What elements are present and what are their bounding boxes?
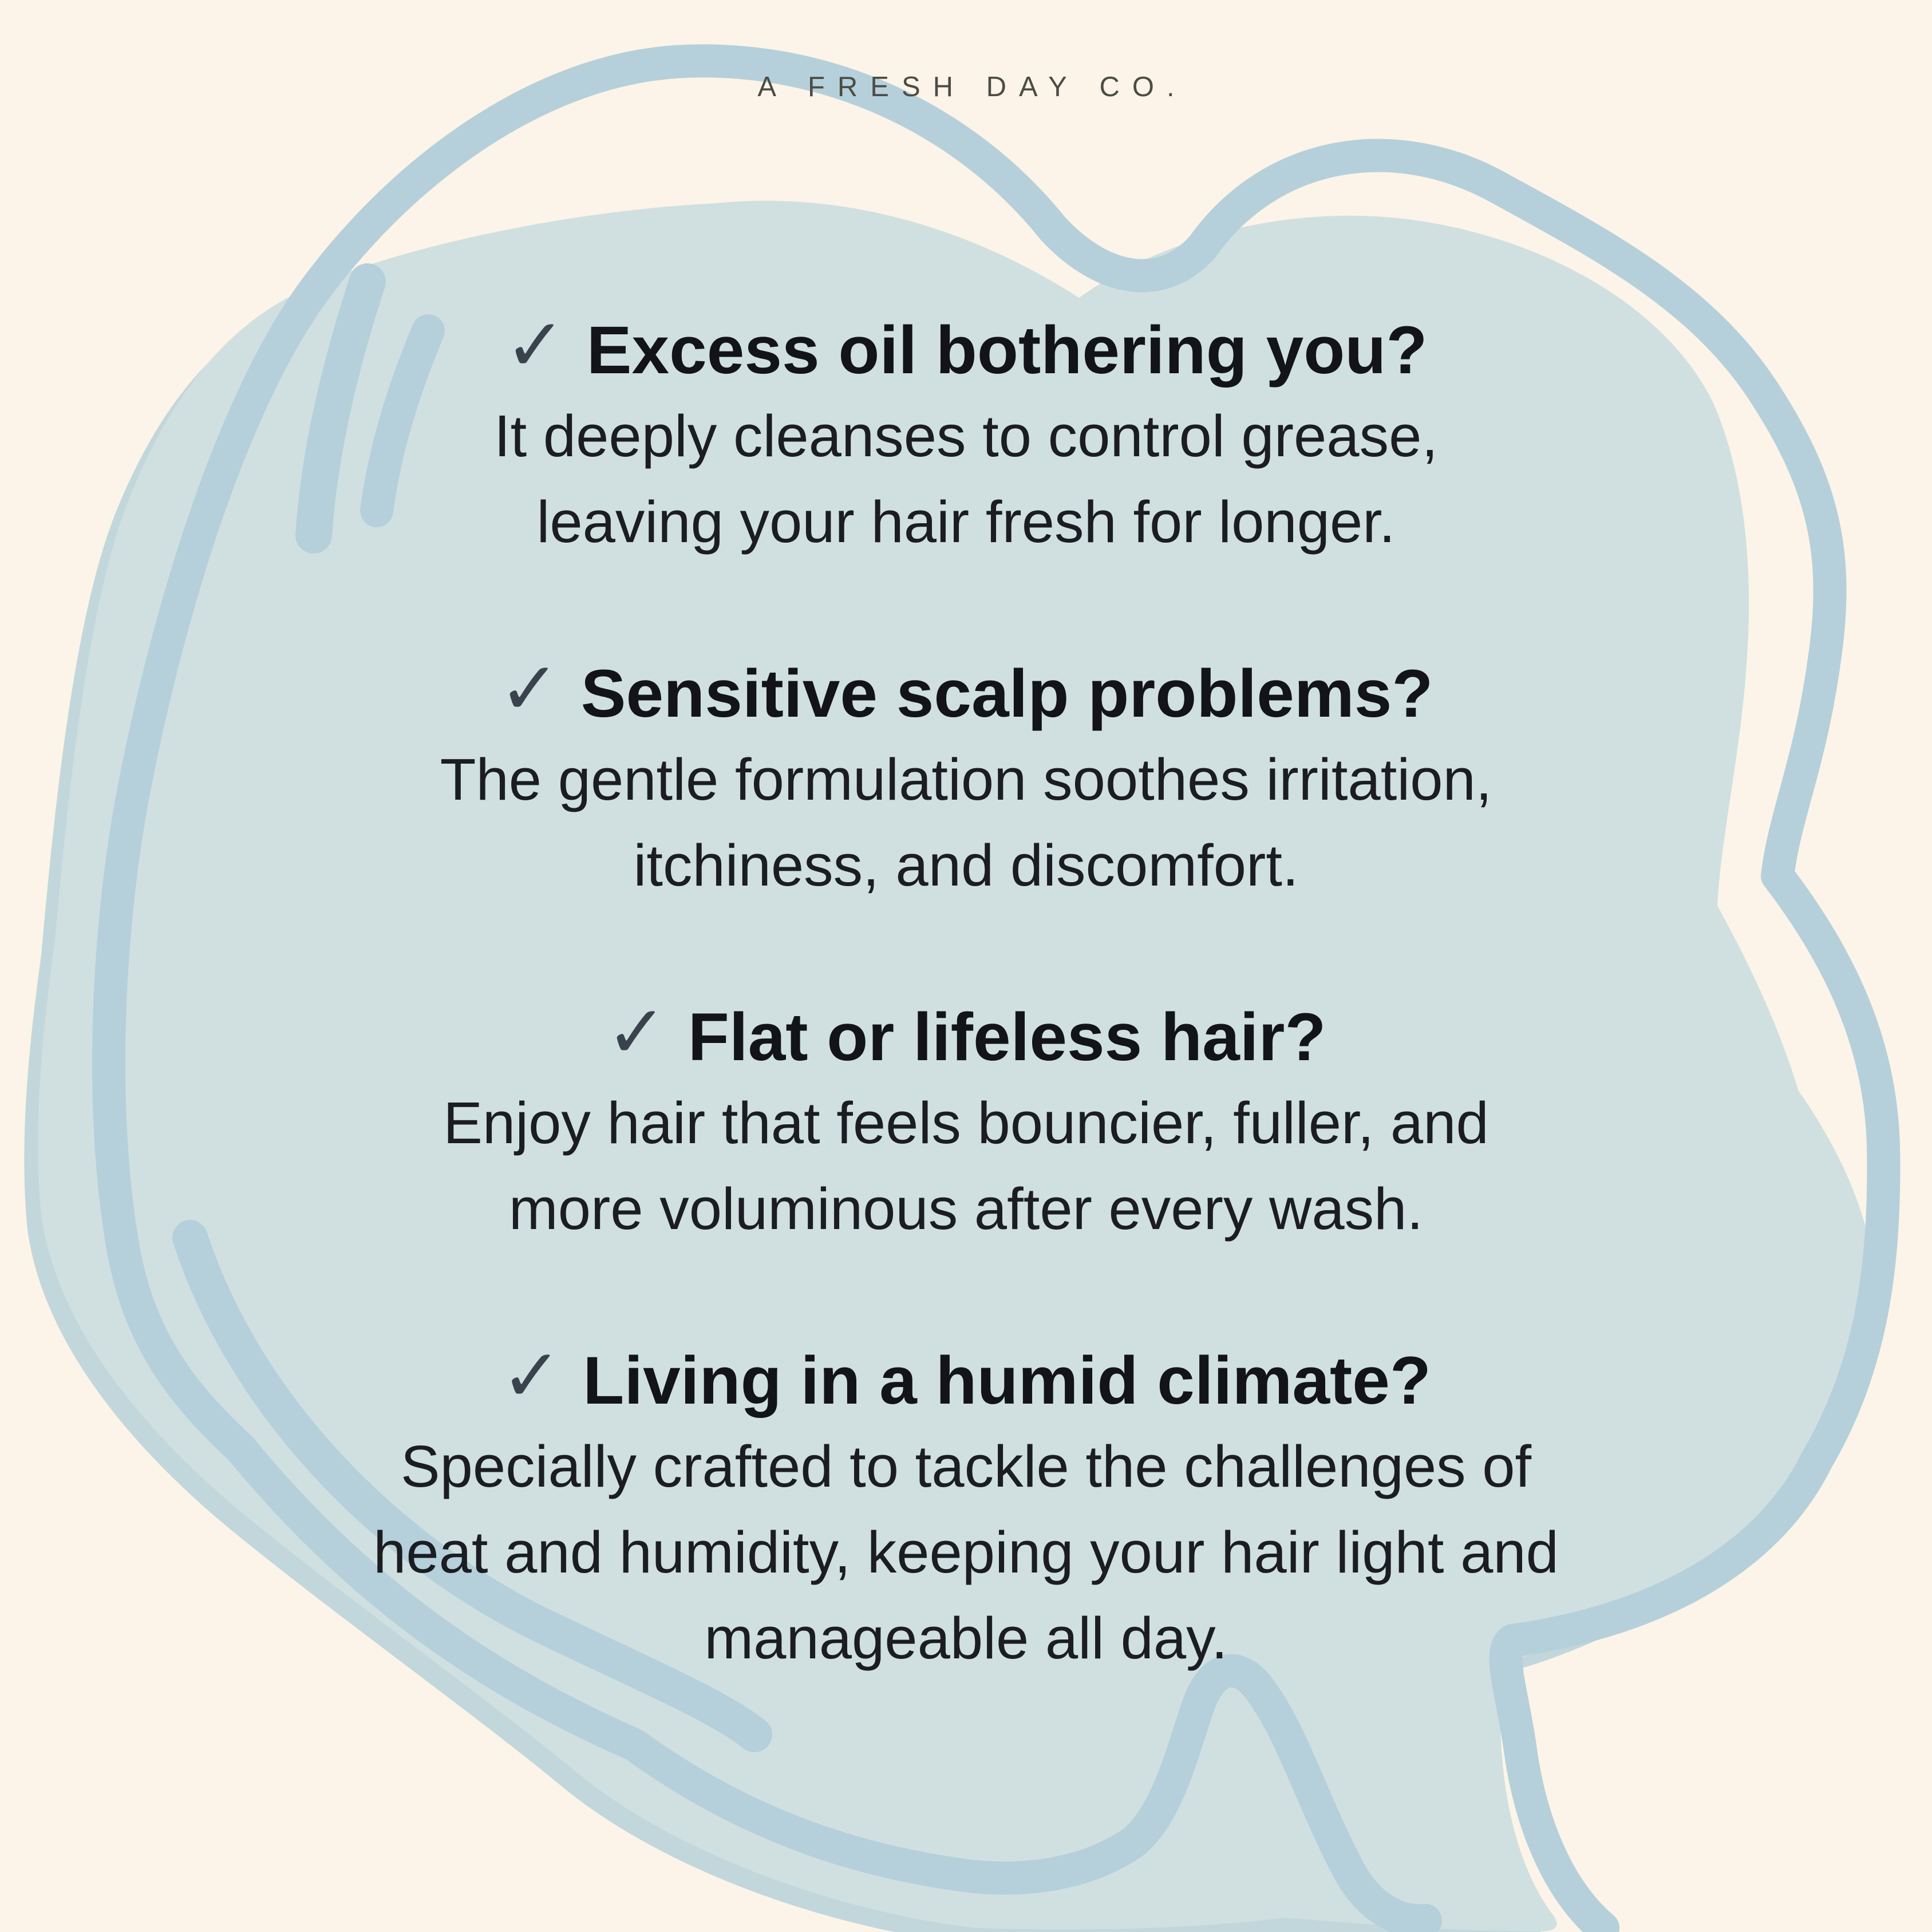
brand-tagline: A FRESH DAY CO. xyxy=(757,72,1187,102)
section-heading: Living in a humid climate? xyxy=(583,1343,1431,1419)
section-body-line: manageable all day. xyxy=(704,1605,1228,1671)
section-body-line: It deeply cleanses to control grease, xyxy=(494,403,1438,469)
section-heading: Sensitive scalp problems? xyxy=(580,656,1433,732)
section-body-line: Specially crafted to tackle the challenges of xyxy=(400,1433,1532,1499)
section-body-line: Enjoy hair that feels bouncier, fuller, and xyxy=(443,1090,1489,1156)
section-heading-row xyxy=(0,303,1932,393)
section-body-line: leaving your hair fresh for longer. xyxy=(536,489,1396,555)
section-heading: Excess oil bothering you? xyxy=(586,313,1428,388)
check-icon: ✓ xyxy=(606,990,667,1075)
section-sensitive-scalp xyxy=(0,646,1932,908)
check-icon: ✓ xyxy=(499,646,560,732)
section-heading-row xyxy=(0,646,1932,737)
section-body-line: The gentle formulation soothes irritation, xyxy=(440,746,1492,812)
section-body-line: heat and humidity, keeping your hair light and xyxy=(373,1519,1559,1585)
section-heading-row xyxy=(0,990,1932,1080)
section-heading-row xyxy=(0,1333,1932,1424)
benefit-sections xyxy=(0,303,1932,1681)
section-body-line: more voluminous after every wash. xyxy=(508,1176,1424,1242)
section-flat-hair xyxy=(0,990,1932,1252)
check-icon: ✓ xyxy=(504,303,566,388)
section-body-line: itchiness, and discomfort. xyxy=(633,832,1299,898)
section-excess-oil xyxy=(0,303,1932,565)
section-humid-climate xyxy=(0,1333,1932,1681)
check-icon: ✓ xyxy=(501,1333,563,1419)
section-heading: Flat or lifeless hair? xyxy=(688,999,1326,1075)
